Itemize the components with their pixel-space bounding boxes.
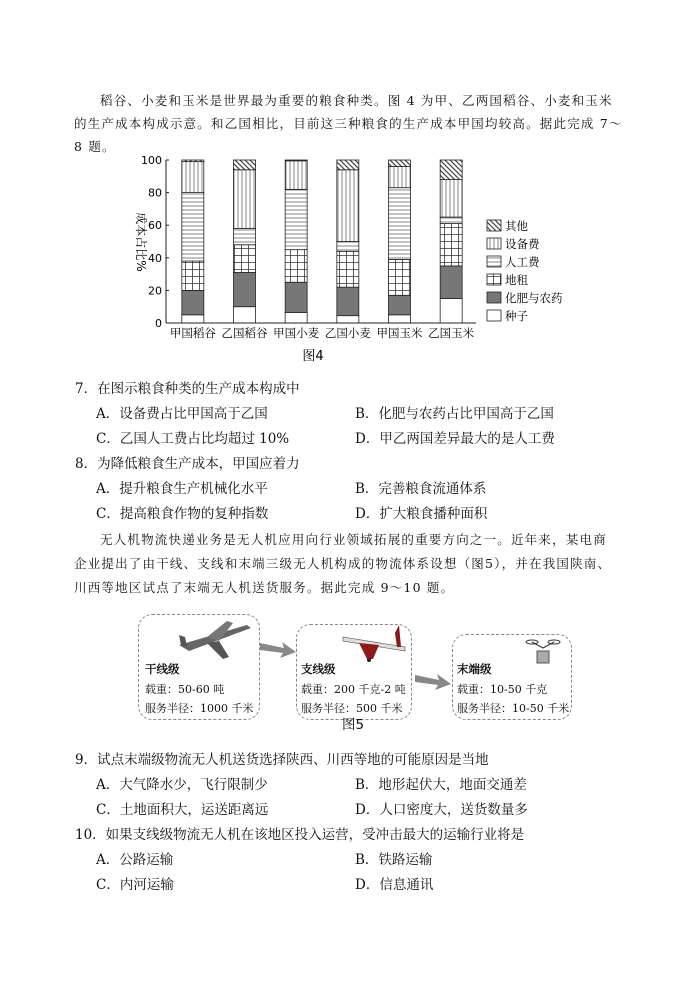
bar-segment	[285, 161, 307, 190]
level-name: 末端级	[457, 662, 492, 676]
legend-swatch	[487, 310, 501, 321]
q9-option-d[interactable]: D．人口密度大，送货数量多	[355, 802, 528, 818]
question-7-stem: 7．在图示粮食种类的生产成本构成中	[75, 381, 300, 397]
level-load: 载重：200 千克-2 吨	[301, 683, 406, 696]
bar-segment	[389, 160, 411, 167]
arrow-icon	[258, 640, 298, 660]
q7-option-a[interactable]: A．设备费占比甲国高于乙国	[96, 406, 268, 422]
bar-segment	[182, 315, 204, 323]
intro-paragraph-line: 8 题。	[74, 139, 116, 154]
legend-swatch	[487, 238, 501, 249]
legend-label: 化肥与农药	[505, 291, 563, 305]
level-radius: 服务半径：10-50 千米	[457, 702, 570, 715]
level-load: 载重：50-60 吨	[145, 683, 225, 696]
legend-swatch	[487, 292, 501, 303]
bar-segment	[285, 250, 307, 283]
terminal-level-box	[452, 634, 572, 720]
bars-group	[182, 160, 462, 323]
intro-paragraph-line: 川西等地区试点了末端无人机送货服务。据此完成 9～10 题。	[74, 580, 455, 595]
bar-segment	[234, 228, 256, 244]
q10-option-b[interactable]: B．铁路运输	[355, 852, 433, 868]
bar-segment	[337, 242, 359, 252]
legend-label: 人工费	[505, 255, 540, 269]
x-tick-label: 乙国小麦	[324, 326, 371, 340]
intro-paragraph-line: 稻谷、小麦和玉米是世界最为重要的粮食种类。图 4 为甲、乙两国稻谷、小麦和玉米	[100, 93, 613, 108]
bar-segment	[285, 282, 307, 312]
bar-segment	[182, 162, 204, 193]
legend-swatch	[487, 256, 501, 267]
q7-option-c[interactable]: C．乙国人工费占比均超过 10%	[96, 431, 290, 447]
figure-5-caption: 图5	[342, 717, 365, 733]
bar-segment	[182, 193, 204, 261]
bar-segment	[389, 167, 411, 188]
bar-segment	[285, 312, 307, 323]
level-name: 支线级	[301, 662, 336, 676]
legend-swatch	[487, 220, 501, 231]
bar-segment	[440, 160, 462, 180]
level-name: 干线级	[145, 662, 180, 676]
y-tick-label: 20	[148, 284, 162, 298]
q7-option-b[interactable]: B．化肥与农药占比甲国高于乙国	[355, 406, 554, 422]
bar-segment	[182, 160, 204, 162]
bar-segment	[234, 272, 256, 306]
y-tick-label: 60	[148, 219, 162, 233]
bar-segment	[182, 290, 204, 314]
x-tick-label: 甲国小麦	[273, 326, 320, 340]
bar-segment	[389, 259, 411, 295]
x-tick-label: 乙国玉米	[428, 326, 475, 340]
bar-segment	[389, 315, 411, 323]
question-10-stem: 10．如果支线级物流无人机在该地区投入运营，受冲击最大的运输行业将是	[75, 827, 525, 843]
bar-segment	[337, 287, 359, 316]
bar-segment	[440, 217, 462, 224]
q9-option-b[interactable]: B．地形起伏大，地面交通差	[355, 777, 527, 793]
branch-level-box	[296, 624, 412, 720]
intro-paragraph-line: 无人机物流快递业务是无人机应用向行业领域拓展的重要方向之一。近年来，某电商	[100, 532, 607, 547]
bar-segment	[440, 224, 462, 266]
q8-option-b[interactable]: B．完善粮食流通体系	[355, 481, 487, 497]
q10-option-d[interactable]: D．信息通讯	[355, 877, 434, 893]
bar-segment	[337, 251, 359, 287]
legend-swatch	[487, 274, 501, 285]
legend-label: 设备费	[505, 237, 540, 251]
bar-segment	[234, 160, 256, 170]
bar-segment	[234, 170, 256, 229]
y-tick-label: 40	[148, 251, 162, 265]
x-tick-label: 乙国稻谷	[221, 326, 268, 340]
level-radius: 服务半径：1000 千米	[145, 702, 254, 715]
q9-option-a[interactable]: A．大气降水少，飞行限制少	[96, 777, 268, 793]
question-8-stem: 8．为降低粮食生产成本，甲国应着力	[75, 456, 300, 472]
small-plane-icon	[339, 623, 409, 663]
x-tick-label: 甲国稻谷	[169, 326, 216, 340]
chart-caption: 图4	[302, 349, 324, 364]
legend-label: 其他	[505, 219, 528, 233]
cost-structure-chart	[0, 0, 696, 370]
q8-option-c[interactable]: C．提高粮食作物的复种指数	[96, 506, 269, 522]
drone-icon	[525, 637, 561, 669]
bar-segment	[337, 170, 359, 242]
legend-label: 种子	[505, 309, 528, 323]
y-tick-label: 0	[155, 317, 162, 330]
legend	[487, 219, 563, 323]
q8-option-a[interactable]: A．提升粮食生产机械化水平	[96, 481, 268, 497]
bar-segment	[182, 261, 204, 290]
bar-segment	[440, 266, 462, 299]
bar-segment	[285, 160, 307, 161]
bar-segment	[440, 299, 462, 323]
airliner-icon	[177, 617, 252, 662]
level-load: 载重：10-50 千克	[457, 683, 548, 696]
q8-option-d[interactable]: D．扩大粮食播种面积	[355, 506, 488, 522]
arrow-icon	[413, 672, 453, 692]
q10-option-c[interactable]: C．内河运输	[96, 877, 174, 893]
bar-segment	[389, 188, 411, 260]
y-tick-label: 80	[148, 186, 162, 200]
bar-segment	[389, 295, 411, 315]
x-tick-label: 甲国玉米	[376, 326, 423, 340]
bar-segment	[337, 316, 359, 323]
y-axis-label: 成本占比%	[134, 212, 148, 272]
bar-segment	[234, 245, 256, 273]
intro-paragraph-line: 企业提出了由干线、支线和末端三级无人机构成的物流体系设想（图5），并在我国陕南、	[74, 556, 612, 571]
trunk-level-box	[138, 614, 260, 720]
y-tick-label: 100	[141, 154, 162, 167]
question-9-stem: 9．试点末端级物流无人机送货选择陕西、川西等地的可能原因是当地	[75, 752, 489, 768]
q9-option-c[interactable]: C．土地面积大，运送距离远	[96, 802, 269, 818]
bar-segment	[440, 180, 462, 217]
legend-label: 地租	[505, 273, 528, 287]
bar-segment	[285, 189, 307, 249]
level-radius: 服务半径：500 千米	[301, 702, 403, 715]
q7-option-d[interactable]: D．甲乙两国差异最大的是人工费	[355, 431, 555, 447]
bar-segment	[234, 307, 256, 323]
bar-segment	[337, 160, 359, 170]
q10-option-a[interactable]: A．公路运输	[96, 852, 174, 868]
intro-paragraph-line: 的生产成本构成示意。和乙国相比，目前这三种粮食的生产成本甲国均较高。据此完成 7～	[74, 116, 623, 131]
